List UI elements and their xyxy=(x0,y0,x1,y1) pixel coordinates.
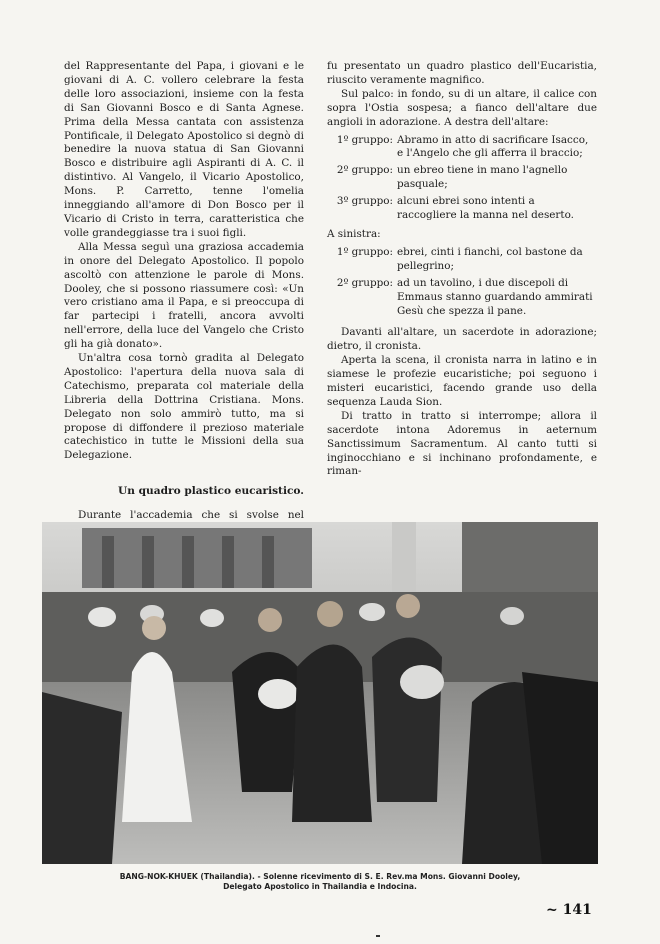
photo-caption xyxy=(60,872,580,892)
group-entry xyxy=(327,246,597,274)
paragraph: Di tratto in tratto si interrompe; allora il sacerdote intona Adoremus in aeternum Sanctissimum Sacramentum. Al canto tutti si inginocchiano e si inchinano profondamente, e riman- xyxy=(327,409,597,478)
group-text: un ebreo tiene in mano l'agnello pasquale; xyxy=(397,164,568,191)
left-side-groups xyxy=(327,246,597,319)
section-title: Un quadro plastico eucaristico. xyxy=(118,485,304,498)
group-entry xyxy=(327,164,597,192)
side-label: A sinistra: xyxy=(327,227,381,240)
print-mark xyxy=(376,935,380,937)
left-column xyxy=(64,60,304,551)
right-column xyxy=(327,60,597,479)
paragraph: Davanti all'altare, un sacerdote in adorazione; dietro, il cronista. xyxy=(327,326,597,353)
paragraph: fu presentato un quadro plastico dell'Eucaristia, riuscito veramente magnifico. xyxy=(327,60,597,86)
caption-line: Delegato Apostolico in Thailandia e Indocina. xyxy=(223,882,417,891)
group-text: ebrei, cinti i fianchi, col bastone da pellegrino; xyxy=(397,245,583,272)
group-label: 3º gruppo: xyxy=(336,195,393,208)
paragraph: Alla Messa seguì una graziosa accademia in onore del Delegato Apostolico. Il popolo ascoltò con attenzione le parole di Mons. Dooley, che si possono riassumere così: «Un vero cristiano ama il Papa, e si preoccupa di far partecipi i fratelli, ancora avvolti nell'errore, della luce del Vangelo che Cristo gli ha già donato». xyxy=(64,240,304,351)
group-text: Abramo in atto di sacrificare Isacco, e l'Angelo che gli afferra il braccio; xyxy=(397,133,589,160)
group-label: 2º gruppo: xyxy=(336,276,393,289)
paragraph: Durante l'accademia che si svolse nel xyxy=(78,509,304,522)
group-text: ad un tavolino, i due discepoli di Emmaus stanno guardando ammirati Gesù che spezza il pane. xyxy=(397,276,593,317)
right-side-groups xyxy=(327,134,597,223)
group-label: 2º gruppo: xyxy=(336,164,393,177)
photo-illustration xyxy=(42,522,598,864)
group-entry xyxy=(327,277,597,319)
group-label: 1º gruppo: xyxy=(336,133,393,146)
caption-line: BANG-NOK-KHUEK (Thailandia). - Solenne ricevimento di S. E. Rev.ma Mons. Giovanni Dooley, xyxy=(119,872,521,881)
ceremony-photo xyxy=(42,522,598,864)
group-label: 1º gruppo: xyxy=(336,245,393,258)
group-entry xyxy=(327,195,597,223)
paragraph: Un'altra cosa tornò gradita al Delegato Apostolico: l'apertura della nuova sala di Catechismo, preparata col materiale della Libreria della Dottrina Cristiana. Mons. Delegato non solo ammirò tutto, ma si propose di diffondere il prezioso materiale catechistico in tutte le Missioni della sua Delegazione. xyxy=(64,352,304,462)
page-number: ~ 141 xyxy=(546,902,592,918)
paragraph: Aperta la scena, il cronista narra in latino e in siamese le profezie eucaristiche; poi seguono i misteri eucaristici, facendo grande uso della sequenza Lauda Sion. xyxy=(327,354,597,408)
paragraph: del Rappresentante del Papa, i giovani e le giovani di A. C. vollero celebrare la festa delle loro associazioni, insieme con la festa di San Giovanni Bosco e di Santa Agnese. Prima della Messa cantata con assistenza Pontificale, il Delegato Apostolico si degnò di benedire la nuova statua di San Giovanni Bosco e distribuire agli Aspiranti di A. C. il distintivo. Al Vangelo, il Vicario Apostolico, Mons. P. Carretto, tenne l'omelia inneggiando all'amore di Don Bosco per il Vicario di Cristo in terra, caratteristica che volle grandeggiasse tra i suoi figli. xyxy=(64,60,304,239)
paragraph: Sul palco: in fondo, su di un altare, il calice con sopra l'Ostia sospesa; a fianco dell'altare due angioli in adorazione. A destra dell'altare: xyxy=(327,87,597,128)
group-entry xyxy=(327,134,597,162)
group-text: alcuni ebrei sono intenti a raccogliere la manna nel deserto. xyxy=(397,195,574,222)
